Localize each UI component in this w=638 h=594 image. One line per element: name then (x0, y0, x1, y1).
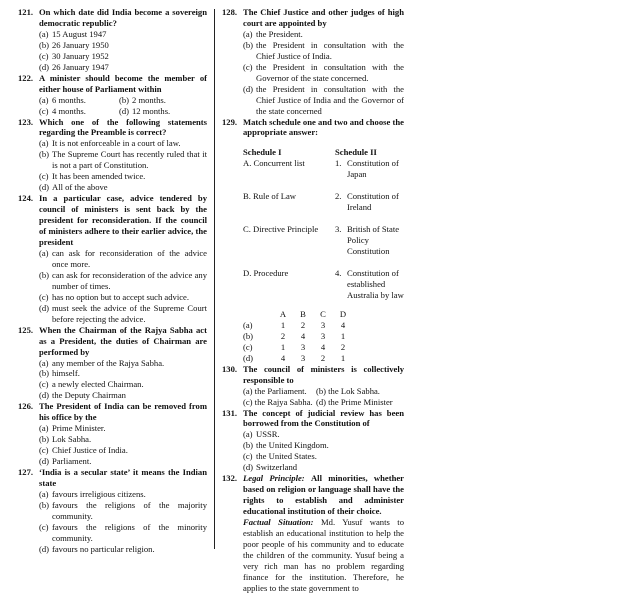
option (18, 292, 207, 303)
option-text: favours irreligious citizens. (52, 488, 146, 499)
option-letter: (d) (39, 61, 50, 72)
grid-option-letter: (a) (243, 319, 253, 330)
option-text: (a) the Parliament. (243, 385, 307, 396)
option-letter: (c) (39, 105, 49, 116)
schedule-one-item: A. Concurrent list (243, 158, 305, 169)
option-text: favours the religions of the majority community. (52, 499, 207, 521)
option-text: favours the religions of the minority community. (52, 521, 207, 543)
option (222, 451, 404, 462)
schedule-two-number: 2. (335, 191, 342, 202)
option (119, 106, 199, 117)
question-122 (18, 73, 207, 95)
option-text: himself. (52, 368, 80, 379)
question-number: 126. (18, 401, 34, 412)
option-letter: (c) (39, 445, 49, 456)
option (222, 62, 404, 84)
question-number: 122. (18, 72, 34, 83)
option-text: 26 January 1947 (52, 61, 109, 72)
option (18, 171, 207, 182)
schedule-two-item (335, 158, 404, 180)
schedule-two-number: 4. (335, 268, 342, 279)
option-letter: (c) (39, 50, 49, 61)
question-126 (18, 401, 207, 423)
option-text: (c) the Rajya Sabha. (243, 396, 313, 407)
option (18, 445, 207, 456)
option-text: All of the above (52, 182, 108, 193)
option-letter: (c) (39, 291, 49, 302)
option-letter: (b) (119, 94, 130, 105)
question-text: The President of India can be removed from his office by the (39, 401, 207, 423)
option-letter: (d) (243, 83, 254, 94)
question-127 (18, 467, 207, 489)
left-column (18, 7, 207, 555)
grid-cell: 4 (300, 330, 306, 341)
grid-cell: 3 (320, 319, 326, 330)
answer-grid (243, 309, 353, 364)
option-text: It has been amended twice. (52, 171, 146, 182)
option-text: can ask for reconsideration of the advice once more. (52, 247, 207, 269)
factual-situation: Factual Situation: Md. Yusuf wants to establish an educational institution to help the poor people of his community and to educate the children of the community. Yusuf being a very rich man has no problem regarding finance for the institution. Therefore, he applies to the state government to (243, 517, 404, 593)
option-text: 26 January 1950 (52, 39, 109, 50)
option-text: Chief Justice of India. (52, 445, 128, 456)
grid-cell: 2 (320, 352, 326, 363)
question-130 (222, 364, 404, 386)
question-text: On which date did India become a sovereign democratic republic? (39, 7, 207, 28)
option-text: the President in consultation with the Chief Justice of India and the Governor of the state concerned (256, 83, 404, 116)
grid-cell: 1 (280, 319, 286, 330)
question-124 (18, 193, 207, 248)
option-text: USSR. (256, 429, 280, 440)
option-letter: (b) (39, 39, 50, 50)
question-text: The council of ministers is collectively responsible to (243, 363, 404, 385)
option-text: Parliament. (52, 456, 92, 467)
question-121 (18, 7, 207, 29)
question-text: When the Chairman of the Rajya Sabha act as a President, the duties of Chairman are performed by (39, 324, 207, 357)
schedule-two-item (335, 191, 404, 213)
grid-cell: 3 (300, 341, 306, 352)
option (18, 270, 207, 292)
grid-cell: 4 (340, 319, 346, 330)
option-pair (222, 397, 404, 408)
option-text: can ask for reconsideration of the advice any number of times. (52, 269, 207, 291)
option-text: The Supreme Court has recently ruled that it is not a part of Constitution. (52, 149, 207, 171)
schedule-row (222, 158, 404, 180)
option-text: 6 months. (52, 94, 86, 105)
option (18, 248, 207, 270)
option-text: the President in consultation with the Governor of the state concerned. (256, 61, 404, 83)
option (18, 390, 207, 401)
option-letter: (c) (243, 61, 253, 72)
question-text: ‘India is a secular state’ it means the Indian state (39, 467, 207, 488)
option-letter: (c) (39, 379, 49, 390)
option-letter: (d) (39, 543, 50, 554)
question-123 (18, 117, 207, 139)
option-letter: (a) (39, 138, 49, 149)
option-text: Switzerland (256, 462, 298, 473)
option-letter: (a) (243, 429, 253, 440)
question-number: 129. (222, 116, 238, 127)
option-text: the President. (256, 28, 303, 39)
option-letter: (b) (39, 499, 50, 510)
question-text: Legal Principle: All minorities, whether based on religion or language shall have the rights to establish and administer educational institution of their choice. (243, 473, 404, 517)
question-text: A minister should become the member of either house of Parliament within (39, 72, 207, 94)
option (18, 500, 207, 522)
option-letter: (a) (39, 247, 49, 258)
option-letter: (a) (39, 28, 49, 39)
schedule-two-item (335, 268, 404, 301)
option-letter: (c) (39, 521, 49, 532)
option-letter: (a) (243, 28, 253, 39)
option (18, 456, 207, 467)
question-text: Which one of the following statements regarding the Preamble is correct? (39, 116, 207, 138)
schedule-row (222, 224, 404, 257)
column-divider (214, 9, 215, 549)
option-text: Lok Sabha. (52, 434, 92, 445)
option-text: 4 months. (52, 105, 86, 116)
option (18, 522, 207, 544)
grid-cell: 1 (340, 330, 346, 341)
question-text: The Chief Justice and other judges of high court are appointed by (243, 7, 404, 28)
option-letter: (b) (243, 39, 254, 50)
option (39, 95, 119, 106)
schedule-two-text: Constitution of established Australia by law (347, 268, 404, 300)
option (222, 29, 404, 40)
option-letter: (d) (39, 390, 50, 401)
option-letter: (d) (39, 182, 50, 193)
option-letter: (d) (39, 302, 50, 313)
option-text: a newly elected Chairman. (52, 379, 144, 390)
option-letter: (a) (39, 488, 49, 499)
option-text: It is not enforceable in a court of law. (52, 138, 181, 149)
option (18, 423, 207, 434)
question-131 (222, 408, 404, 430)
option-letter: (b) (39, 149, 50, 160)
option (222, 40, 404, 62)
option-letter: (c) (39, 171, 49, 182)
option (222, 440, 404, 451)
option-letter: (b) (39, 434, 50, 445)
option (18, 138, 207, 149)
option-text: 2 months. (132, 94, 166, 105)
question-number: 123. (18, 116, 34, 127)
question-text: The concept of judicial review has been borrowed from the Constitution of (243, 407, 404, 429)
option (18, 544, 207, 555)
option (18, 368, 207, 379)
grid-header: A (279, 308, 287, 319)
option-letter: (b) (243, 440, 254, 451)
question-132 (222, 473, 404, 517)
option-letter: (a) (39, 357, 49, 368)
schedule-two-title: Schedule II (335, 147, 377, 158)
schedule-row (222, 191, 404, 213)
option-text: the United Kingdom. (256, 440, 329, 451)
grid-cell: 4 (320, 341, 326, 352)
schedule-one-item: D. Procedure (243, 268, 289, 279)
option-text: Prime Minister. (52, 423, 106, 434)
right-column (222, 7, 404, 594)
option-pair (222, 386, 404, 397)
option-text: has no option but to accept such advice. (52, 291, 189, 302)
option-letter: (d) (243, 462, 254, 473)
option (39, 106, 119, 117)
question-number: 121. (18, 7, 34, 17)
option-letter: (b) (39, 368, 50, 379)
grid-header: B (300, 308, 306, 319)
option-text: 12 months. (132, 105, 171, 116)
grid-option-letter: (c) (243, 341, 253, 352)
option-text: must seek the advice of the Supreme Court before rejecting the advice. (52, 302, 207, 324)
schedule-header (222, 147, 404, 158)
question-number: 128. (222, 7, 238, 17)
grid-cell: 3 (320, 330, 326, 341)
option (18, 62, 207, 73)
question-125 (18, 325, 207, 358)
option-text: the United States. (256, 451, 317, 462)
grid-cell: 1 (340, 352, 346, 363)
grid-corner (243, 309, 273, 320)
schedule-two-text: British of State Policy Constitution (347, 224, 400, 257)
question-number: 131. (222, 407, 238, 418)
option (222, 462, 404, 473)
question-number: 124. (18, 193, 34, 204)
question-128 (222, 7, 404, 29)
grid-header: C (320, 308, 326, 319)
schedule-two-text: Constitution of Ireland (347, 191, 399, 213)
schedule-one-item: C. Directive Principle (243, 224, 319, 235)
option (119, 95, 199, 106)
option (222, 84, 404, 117)
option-text: favours no particular religion. (52, 543, 155, 554)
question-text: In a particular case, advice tendered by council of ministers is sent back by the president for reconsideration. If the council of ministers adhere to their earlier advice, the president (39, 193, 207, 248)
option-letter: (c) (243, 451, 253, 462)
grid-cell: 3 (300, 352, 306, 363)
option (18, 182, 207, 193)
option-letter: (a) (39, 423, 49, 434)
grid-cell: 2 (340, 341, 346, 352)
option-letter: (b) (39, 269, 50, 280)
question-129 (222, 117, 404, 139)
option-letter: (d) (39, 456, 50, 467)
grid-option-letter: (b) (243, 330, 254, 341)
option (222, 429, 404, 440)
option-text: (b) the Lok Sabha. (316, 385, 380, 396)
option-pair (18, 95, 207, 106)
schedule-two-item (335, 224, 404, 257)
question-text: Match schedule one and two and choose the appropriate answer: (243, 116, 404, 138)
schedule-row (222, 268, 404, 301)
option (18, 489, 207, 500)
question-number: 130. (222, 363, 238, 374)
option (18, 434, 207, 445)
grid-cell: 2 (300, 319, 306, 330)
option-text: the President in consultation with the Chief Justice of India. (256, 39, 404, 61)
schedule-two-number: 3. (335, 224, 342, 235)
option-text: (d) the Prime Minister (316, 396, 393, 407)
grid-cell: 4 (280, 352, 286, 363)
question-number: 125. (18, 324, 34, 335)
grid-cell: 2 (280, 330, 286, 341)
option-text: 30 January 1952 (52, 50, 109, 61)
schedule-one-item: B. Rule of Law (243, 191, 296, 202)
option (18, 51, 207, 62)
option (18, 303, 207, 325)
option-letter: (d) (119, 105, 130, 116)
legal-principle-label: Legal Principle: (243, 473, 311, 484)
schedule-one-title: Schedule I (243, 147, 282, 158)
option-text: 15 August 1947 (52, 28, 107, 39)
option-text: the Deputy Chairman (52, 390, 126, 401)
option (18, 358, 207, 369)
grid-cell: 1 (280, 341, 286, 352)
option (18, 379, 207, 390)
schedule-two-text: Constitution of Japan (347, 158, 399, 180)
option-text: any member of the Rajya Sabha. (52, 357, 165, 368)
question-number: 132. (222, 473, 238, 484)
factual-situation-label: Factual Situation: (243, 517, 321, 528)
question-number: 127. (18, 467, 34, 478)
option (18, 149, 207, 171)
option-letter: (a) (39, 94, 49, 105)
option-pair (18, 106, 207, 117)
grid-option-letter: (d) (243, 352, 254, 363)
grid-header: D (339, 308, 347, 319)
schedule-two-number: 1. (335, 158, 342, 169)
option (18, 40, 207, 51)
option (18, 29, 207, 40)
